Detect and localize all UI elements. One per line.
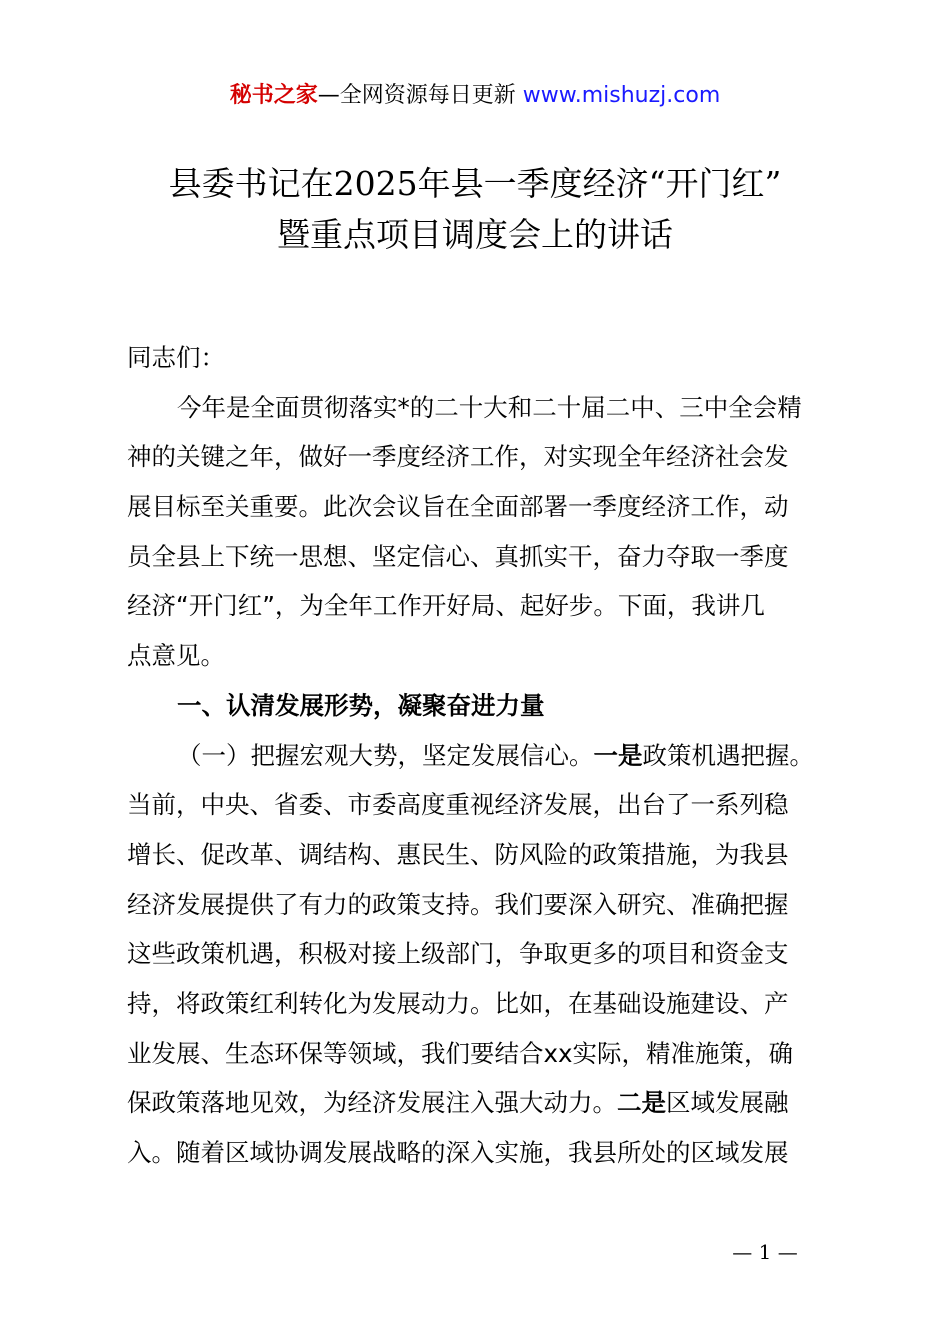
section-heading-1: 一、认清发展形势，凝聚奋进力量 — [177, 690, 545, 720]
paragraph-line: 入。随着区域协调发展战略的深入实施，我县所处的区域发展 — [127, 1138, 789, 1167]
page-number: — 1 — — [732, 1240, 798, 1264]
brand-name: 秘书之家 — [229, 83, 318, 108]
bold-marker: 一是 — [593, 740, 643, 770]
site-watermark-header — [0, 80, 950, 112]
paragraph-line: 神的关键之年，做好一季度经济工作，对实现全年经济社会发 — [127, 442, 789, 472]
inline-text: 区域发展融 — [666, 1088, 789, 1118]
paragraph-line: 展目标至关重要。此次会议旨在全面部署一季度经济工作，动 — [127, 492, 789, 522]
inline-text: 政策机遇把握。 — [642, 740, 814, 770]
bold-marker: 二是 — [617, 1088, 666, 1118]
paragraph-line — [127, 731, 847, 781]
subsection-heading: （一）把握宏观大势，坚定发展信心。 — [177, 740, 594, 770]
paragraph-line — [127, 1078, 847, 1128]
paragraph-line: 经济“开门红”，为全年工作开好局、起好步。下面，我讲几 — [127, 591, 765, 621]
paragraph-line: 员全县上下统一思想、坚定信心、真抓实干，奋力夺取一季度 — [127, 541, 789, 571]
paragraph-line: 当前，中央、省委、市委高度重视经济发展，出台了一系列稳 — [127, 790, 789, 820]
document-body — [127, 333, 847, 1178]
paragraph-line: 业发展、生态环保等领域，我们要结合xx实际，精准施策，确 — [127, 1038, 793, 1068]
inline-text: 保政策落地见效，为经济发展注入强大动力。 — [127, 1088, 617, 1118]
title-line-1: 县委书记在2025年县一季度经济“开门红” — [168, 164, 782, 203]
paragraph-line: 这些政策机遇，积极对接上级部门，争取更多的项目和资金支 — [127, 939, 789, 969]
document-title — [0, 158, 950, 260]
paragraph-line: 点意见。 — [127, 641, 225, 671]
paragraph-line: 持，将政策红利转化为发展动力。比如，在基础设施建设、产 — [127, 988, 789, 1018]
header-slogan: —全网资源每日更新 — [317, 83, 516, 108]
paragraph-line: 增长、促改革、调结构、惠民生、防风险的政策措施，为我县 — [127, 839, 789, 869]
greeting: 同志们： — [127, 343, 225, 372]
paragraph-line: 经济发展提供了有力的政策支持。我们要深入研究、准确把握 — [127, 889, 789, 919]
paragraph-line: 今年是全面贯彻落实*的二十大和二十届二中、三中全会精 — [177, 392, 802, 422]
website-url[interactable]: www.mishuzj.com — [522, 83, 721, 108]
title-line-2: 暨重点项目调度会上的讲话 — [277, 215, 673, 254]
